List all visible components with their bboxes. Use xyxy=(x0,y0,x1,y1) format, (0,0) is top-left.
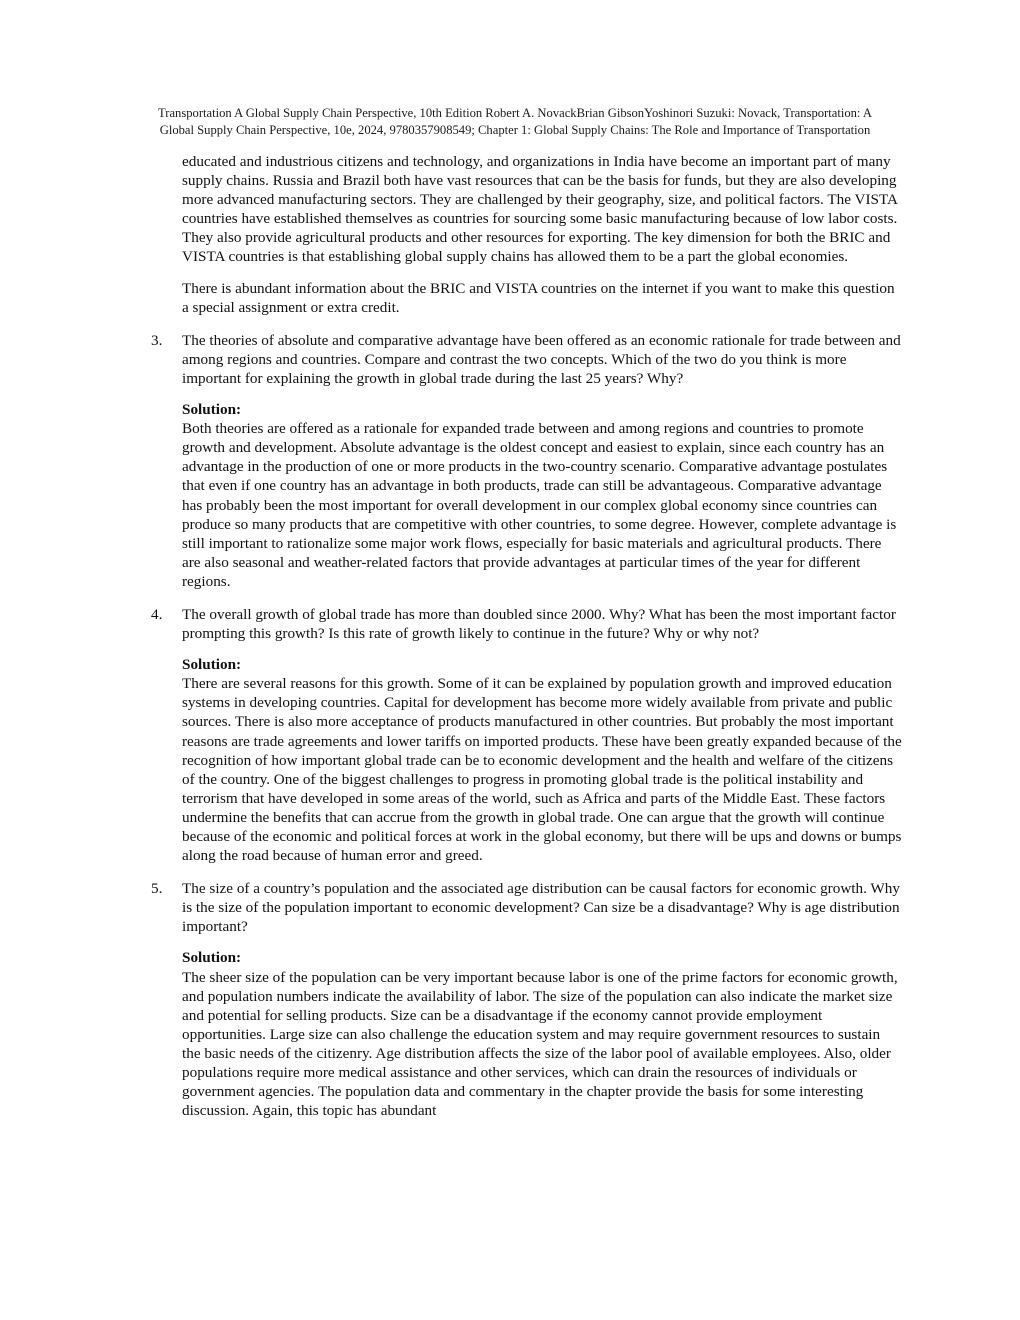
question-4 xyxy=(151,605,902,643)
question-text: The theories of absolute and comparative advantage have been offered as an economic rationale for trade between and among regions and countries. Compare and contrast the two concepts. Which of the two do you think is more important for explaining the growth in global trade during the last 25 years? Why? xyxy=(182,331,901,387)
intro-paragraph-note: There is abundant information about the BRIC and VISTA countries on the internet if you want to make this question a special assignment or extra credit. xyxy=(182,279,895,316)
header-line-1: Transportation A Global Supply Chain Perspective, 10th Edition Robert A. NovackBrian GibsonYoshinori Suzuki: Novack, Transportation: A xyxy=(158,106,872,120)
page-body xyxy=(151,152,902,1120)
intro-paragraph: educated and industrious citizens and technology, and organizations in India have become an important part of many supply chains. Russia and Brazil both have vast resources that can be the basis for funds, but they are also developing more advanced manufacturing sectors. They are challenged by their geography, size, and political factors. The VISTA countries have established themselves as countries for sourcing some basic manufacturing because of low labor costs. They also provide agricultural products and other resources for exporting. The key dimension for both the BRIC and VISTA countries is that establishing global supply chains has allowed them to be a part the global economies. xyxy=(182,153,898,266)
solution-text: The sheer size of the population can be very important because labor is one of the prime factors for economic growth, and population numbers indicate the availability of labor. The size of the population can also indicate the market size and potential for selling products. Size can be a disadvantage if the economy cannot provide employment opportunities. Large size can also challenge the education system and may require government resources to sustain the basic needs of the citizenry. Age distribution affects the size of the labor pool of available employees. Also, older populations require more medical assistance and other services, which can drain the resources of individuals or government agencies. The population data and commentary in the chapter provide the basis for some interesting discussion. Again, this topic has abundant xyxy=(182,968,898,1120)
solution-text: Both theories are offered as a rationale for expanded trade between and among regions and countries to promote growth and development. Absolute advantage is the oldest concept and easiest to explain, since each country has an advantage in the production of one or more products in the two-country scenario. Comparative advantage postulates that even if one country has an advantage in both products, trade can still be advantageous. Comparative advantage has probably been the most important for overall development in our complex global economy since countries can produce so many products that are competitive with other countries, to some degree. However, complete advantage is still important to rationalize some major work flows, especially for basic materials and agricultural products. There are also seasonal and weather-related factors that provide advantages at particular times of the year for different regions. xyxy=(182,420,897,590)
question-text: The size of a country’s population and the associated age distribution can be causal factors for economic growth. Why is the size of the population important to economic development? Can size be a disadvantage? Why is age distribution important? xyxy=(182,880,900,936)
question-3 xyxy=(151,331,902,388)
running-header xyxy=(120,105,910,139)
solution-label: Solution: xyxy=(182,401,242,419)
solution-label: Solution: xyxy=(182,656,242,674)
question-number: 5. xyxy=(151,880,163,898)
header-line-2: Global Supply Chain Perspective, 10e, 2024, 9780357908549; Chapter 1: Global Supply Chains: The Role and Importance of Transportation xyxy=(159,123,871,137)
question-5 xyxy=(151,879,902,936)
solution-text: There are several reasons for this growth. Some of it can be explained by population growth and improved education systems in developing countries. Capital for development has become more widely available from private and public sources. There is also more acceptance of products manufactured in other countries. But probably the most important reasons are trade agreements and lower tariffs on imported products. These have been greatly expanded because of the recognition of how important global trade can be to economic development and the health and welfare of the citizens of the country. One of the biggest challenges to progress in promoting global trade is the political instability and terrorism that have developed in some areas of the world, such as Africa and parts of the Middle East. These factors undermine the benefits that can accrue from the growth in global trade. One can argue that the growth will continue because of the economic and political forces at work in the global economy, but there will be ups and downs or bumps along the road because of human error and greed. xyxy=(182,675,902,865)
question-text: The overall growth of global trade has more than doubled since 2000. Why? What has been the most important factor prompting this growth? Is this rate of growth likely to continue in the future? Why or why not? xyxy=(182,605,896,643)
question-number: 4. xyxy=(151,605,163,623)
question-number: 3. xyxy=(151,331,163,349)
solution-label: Solution: xyxy=(182,949,242,967)
